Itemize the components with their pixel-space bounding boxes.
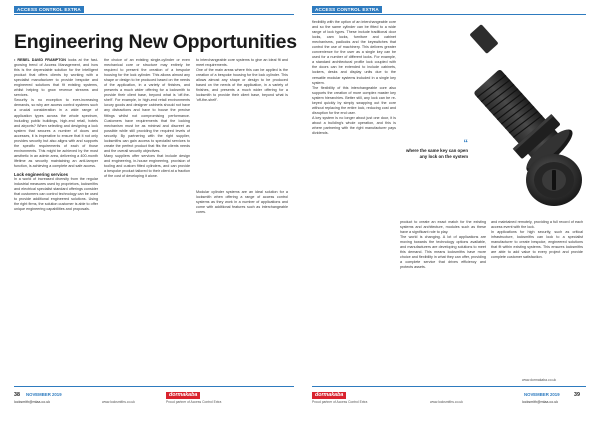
dormakaba-logo-left: dormakaba — [166, 392, 200, 399]
dormakaba-logo-right: dormakaba — [312, 392, 346, 399]
left-col3-text-b: One of the main areas where this can be applied is the creation of a bespoke housing for the lock cylinder. This allows almost any shape or design to be produced based on the needs of the application, in a variety of finishes, and presents a much wider offering for a locksmith to provide their client base, beyond what is 'off-the-shelf'. — [196, 68, 288, 103]
left-col2-text: the choice of an existing single-cylinder or even mechanical core or structure may entirely be required to present the creation of a bespoke housing for the lock cylinder. This allows almost any shape or design to be produced based on the needs of the application, in a variety of finishes, and presents a much wider offering for a locksmith to provide their client base, beyond what is 'off-the-shelf'. For example, in high-end retail environments luxury goods and designer cabinets should not have any distractions and have to house the precise fittings whilst not compromising performance. Customers have requirements that the locking mechanism must be as minimal and discreet as possible while still providing the required levels of security. By partnering with the right supplier, locksmiths can gain access to specialist services to create the perfect product that fits the clients needs and the overall security objectives. — [104, 58, 190, 153]
pull-quote-text: where the same key can open any lock on the system — [406, 148, 468, 160]
domain-link-right[interactable]: www.dormakaba.co.uk — [522, 378, 557, 382]
lock-cylinder-product-image — [468, 18, 588, 214]
left-col1-text: looks at the fast-growing trend of Access Management, and how this is the dependable solution for the intelligent product that offers clients by working with a specialist manufacturer to provide bespoke and engineered solutions that fit existing systems, whilst helping to grow revenue streams and services. — [14, 58, 98, 98]
right-col1-text-b: The flexibility of this interchangeable core also supports the creation of more complex master key system hierarchies. Better still, any lock can be re-keyed quickly by simply swapping out the core without replacing the entire lock, reducing cost and disruption for the end user. — [312, 85, 396, 115]
right-col3-text-b: In applications for high security, such as critical infrastructure, locksmiths can look to a specialist manufacturer to create bespoke, engineered solutions that fit within existing systems. This ensures locksmiths are able to add value to every project and provide complete customer satisfaction. — [491, 230, 583, 260]
quote-mark-icon: “ — [463, 138, 468, 148]
left-col1-text-c: In a world of increased diversity from the regular industrial measures used by proprietors, locksmiths and electrical specialist standard offerings consider that customers can control technology can be used to provide additional engineered solutions. Using the right firms, the solution customer is able to offer unique engineering capabilities and proposals. — [14, 177, 98, 212]
site-link-left[interactable]: www.locksmiths.co.uk — [102, 400, 135, 404]
left-col3-text-c: Modular cylinder systems are an ideal solution for a locksmith when offering a range of access control systems as they work in a number of applications and come with additional features such as interchangeable cores. — [196, 190, 288, 215]
email-link-left[interactable]: locksmith@mlaa.co.uk — [14, 400, 51, 404]
top-rule-left — [14, 14, 294, 15]
brand-sub-left: Proud partner of Access Control Extra — [166, 400, 222, 404]
footer-rule-left — [14, 386, 294, 387]
page-number-right: 39 — [574, 392, 580, 398]
email-link-right[interactable]: locksmith@mlaa.co.uk — [522, 400, 559, 404]
article-title: Engineering New Opportunities — [14, 31, 297, 53]
left-column-1 — [14, 58, 98, 384]
footer-rule-right — [312, 386, 586, 387]
right-column-1 — [312, 20, 396, 384]
left-column-3 — [196, 58, 288, 188]
top-rule-right — [312, 14, 586, 15]
issue-date-left: NOVEMBER 2019 — [26, 392, 62, 397]
right-col2-text-b: The world is changing. A lot of applications are moving towards the technology options available, and manufacturers are developing solutions to meet this demand. This means locksmiths have more choice and flexibility in what they can offer, providing a complete service that drives efficiency and protects assets. — [400, 235, 486, 270]
left-col3-text: to interchangeable core systems to give an ideal fit and meet requirements. — [196, 58, 288, 68]
left-column-3-lower — [196, 190, 288, 384]
left-col2-text-b: Many suppliers offer services that include design and engineering, in-house engineering, provision of tooling and custom fitted cylinders, and can provide a bespoke product tailored to their client at a fraction of the cost of developing it alone. — [104, 153, 190, 179]
right-col3-text: and maintained remotely, providing a full record of each access event with the lock. — [491, 220, 583, 230]
brand-sub-right: Proud partner of Access Control Extra — [312, 400, 368, 404]
right-column-2 — [400, 220, 486, 384]
subheading-lock-engineering: Lock engineering services — [14, 172, 68, 178]
pull-quote — [400, 140, 468, 161]
right-page — [300, 0, 600, 424]
section-tag-left: ACCESS CONTROL EXTRA — [14, 6, 84, 13]
right-col1-text-c: A key system is no longer about just one door, it is about a building's whole operation, and this is where partnering with the right manufacturer pays dividends. — [312, 115, 396, 136]
byline: • REBEL DAVID FRAMPTON — [14, 58, 66, 62]
right-column-3 — [491, 220, 583, 384]
right-col1-text: flexibility with the option of an interchangeable core and so the same cylinder can be fitted to a wide range of lock types. These include traditional door locks, cam locks, furniture and cabinet mechanisms, padlocks and the keyswitches that control the use of machinery. This delivers greater convenience for the user as a single key can be used for a number of different locks. For example, a standard architectural profile lock coupled with the doors can be extended to include cabinets, lockers, desks and display units due to the versatile modular systems included in a single key system. — [312, 20, 396, 85]
issue-date-right: NOVEMBER 2019 — [524, 392, 560, 397]
right-col2-text: product to create an exact match for the existing systems and architecture, modules such as these have a significant role to play. — [400, 220, 486, 235]
left-column-2 — [104, 58, 190, 384]
site-link-right[interactable]: www.locksmiths.co.uk — [430, 400, 463, 404]
page-number-left: 38 — [14, 392, 20, 398]
left-col1-text-b: Security is no exception to ever-increasing demands, so why are access control systems such a crucial consideration in a wide range of application types across the whole spectrum, including public buildings, high-end retail, hotels and airports? When selecting and designing a lock system that secures a number of doors and accesses, it is imperative to ensure that it not only provides security but also aligns with and supports the specific requirements of each of those environments. This might be achieved by the most aesthetic in an admin area, delivering a 400-month lifetime as security maintaining an anti-tamper function, is achieving a complete and safe access. — [14, 98, 98, 168]
section-tag-right: ACCESS CONTROL EXTRA — [312, 6, 382, 13]
